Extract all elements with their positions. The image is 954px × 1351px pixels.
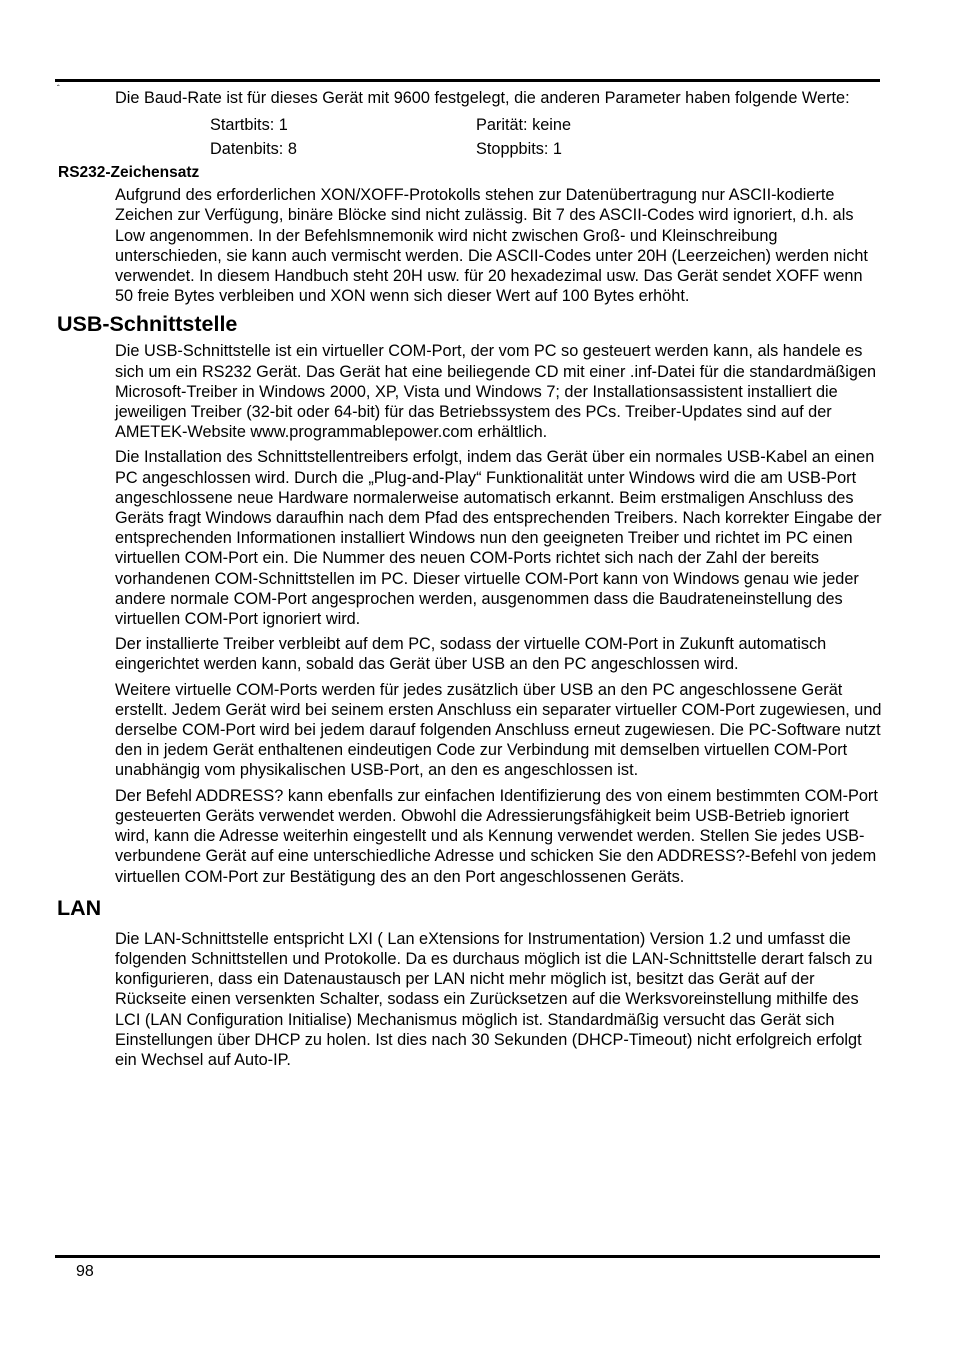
parameter-row (0, 113, 954, 137)
rs232-paragraph: Aufgrund des erforderlichen XON/XOFF-Protokolls stehen zur Datenübertragung nur ASCII-kodierte Zeichen zur Verfügung, binäre Blöcke sind nicht zulässig. Bit 7 des ASCII-Codes wird ignoriert, d.h. als Low angenommen. In der Befehlsmnemonik wird nicht zwischen Groß- und Kleinschreibung unterschieden, sie kann auch vermischt werden. Die ASCII-Codes unter 20H (Leerzeichen) werden nicht verwendet. In diesem Handbuch steht 20H usw. für 20 hexadezimal usw. Das Gerät sendet XOFF wenn 50 freie Bytes verbleiben und XON wenn sich dieser Wert auf 100 Bytes erhöht. (115, 186, 868, 306)
serial-parameters (0, 113, 954, 161)
parity-value: Parität: keine (476, 116, 572, 135)
footer-rule (55, 1255, 880, 1258)
usb-paragraph-2: Die Installation des Schnittstellentreibers erfolgt, indem das Gerät über ein normales USB-Kabel an einen PC angeschlossen wird. Durch die „Plug-and-Play“ Funktionalität unter Windows wird die am USB-Port angeschlossene neue Hardware normalerweise automatisch erkannt. Beim erstmaligen Anschluss des Geräts fragt Windows daraufhin nach dem Pfad des entsprechenden Treibers. Nach korrekter Eingabe der entsprechenden Informationen installiert Windows nun den geeigneten Treiber und richtet im PC einen virtuellen COM-Port ein. Die Nummer des neuen COM-Ports richtet sich nach der Zahl der bereits vorhandenen COM-Schnittstellen im PC. Dieser virtuelle COM-Port kann von Windows genau wie jeder andere normale COM-Port angesprochen werden, ausgenommen dass die Baudrateneinstellung des virtuellen COM-Port ignoriert wird. (115, 448, 882, 629)
baud-rate-paragraph: Die Baud-Rate ist für dieses Gerät mit 9600 festgelegt, die anderen Parameter haben folgende Werte: (115, 89, 850, 107)
usb-paragraph-5: Der Befehl ADDRESS? kann ebenfalls zur einfachen Identifizierung des von einem bestimmten COM-Port gesteuerten Geräts verwendet werden. Obwohl die Adressierungsfähigkeit beim USB-Betrieb ignoriert wird, kann die Adresse weiterhin eingestellt und als Kennung verwendet werden. Stellen Sie jedes USB-verbundene Gerät auf eine unterschiedliche Adresse und schicken Sie den ADDRESS?-Befehl von jedem virtuellen COM-Port zur Bestätigung des an den Port angeschlossenen Geräts. (115, 786, 878, 886)
usb-paragraph-1: Die USB-Schnittstelle ist ein virtueller COM-Port, der vom PC so gesteuert werden kann, als handele es sich um ein RS232 Gerät. Das Gerät hat eine beiliegende CD mit einer .inf-Datei für die standardmäßigen Microsoft-Treiber in Windows 2000, XP, Vista und Windows 7; der Installationsassistent installiert die jeweiligen Treiber (32-bit oder 64-bit) für das Betriebssystem des PCs. Treiber-Updates sind auf der AMETEK-Website www.programmablepower.com erhältlich. (115, 342, 877, 442)
startbits-value: Startbits: 1 (210, 116, 288, 135)
lan-paragraph-1: Die LAN-Schnittstelle entspricht LXI ( Lan eXtensions for Instrumentation) Version 1.2 und umfasst die folgenden Schnittstellen und Protokolle. Da es durchaus möglich ist die LAN-Schnittstelle derart falsch zu konfigurieren, dass ein Datenaustausch per LAN nicht mehr möglich ist, besitzt das Gerät auf der Rückseite einen versenkten Schalter, sodass ein Zurücksetzen auf die Werksvoreinstellung mithilfe des LCI (LAN Configuration Initialise) Mechanismus möglich ist. Standardmäßig versucht das Gerät sich Einstellungen über DHCP zu holen. Ist dies nach 30 Sekunden (DHCP-Timeout) nicht erfolgreich erfolgt ein Wechsel auf Auto-IP. (115, 929, 873, 1069)
rs232-heading: RS232-Zeichensatz (58, 164, 200, 182)
usb-paragraph-4: Weitere virtuelle COM-Ports werden für jedes zusätzlich über USB an den PC angeschlossene Gerät erstellt. Jedem Gerät wird bei seinem ersten Anschluss ein separater virtueller COM-Port zugewiesen, und derselbe COM-Port wird bei jedem darauf folgenden Anschluss erneut zugewiesen. Die PC-Software nutzt den in jedem Gerät enthaltenen eindeutigen Code zur Verbindung mit demselben virtuellen COM-Port unabhängig vom physikalischen USB-Port, an den es angeschlossen ist. (115, 680, 882, 780)
usb-heading: USB-Schnittstelle (57, 312, 238, 337)
parameter-row (0, 137, 954, 161)
page-number: 98 (76, 1263, 94, 1280)
margin-mark: ˆ (57, 84, 60, 93)
usb-paragraph-3: Der installierte Treiber verbleibt auf dem PC, sodass der virtuelle COM-Port in Zukunft automatisch eingerichtet werden kann, sobald das Gerät über USB an den PC angeschlossen wird. (115, 635, 827, 674)
header-rule (55, 79, 880, 82)
databits-value: Datenbits: 8 (210, 140, 297, 159)
page-content (0, 88, 954, 1075)
stopbits-value: Stoppbits: 1 (476, 140, 562, 159)
lan-heading: LAN (57, 895, 102, 920)
